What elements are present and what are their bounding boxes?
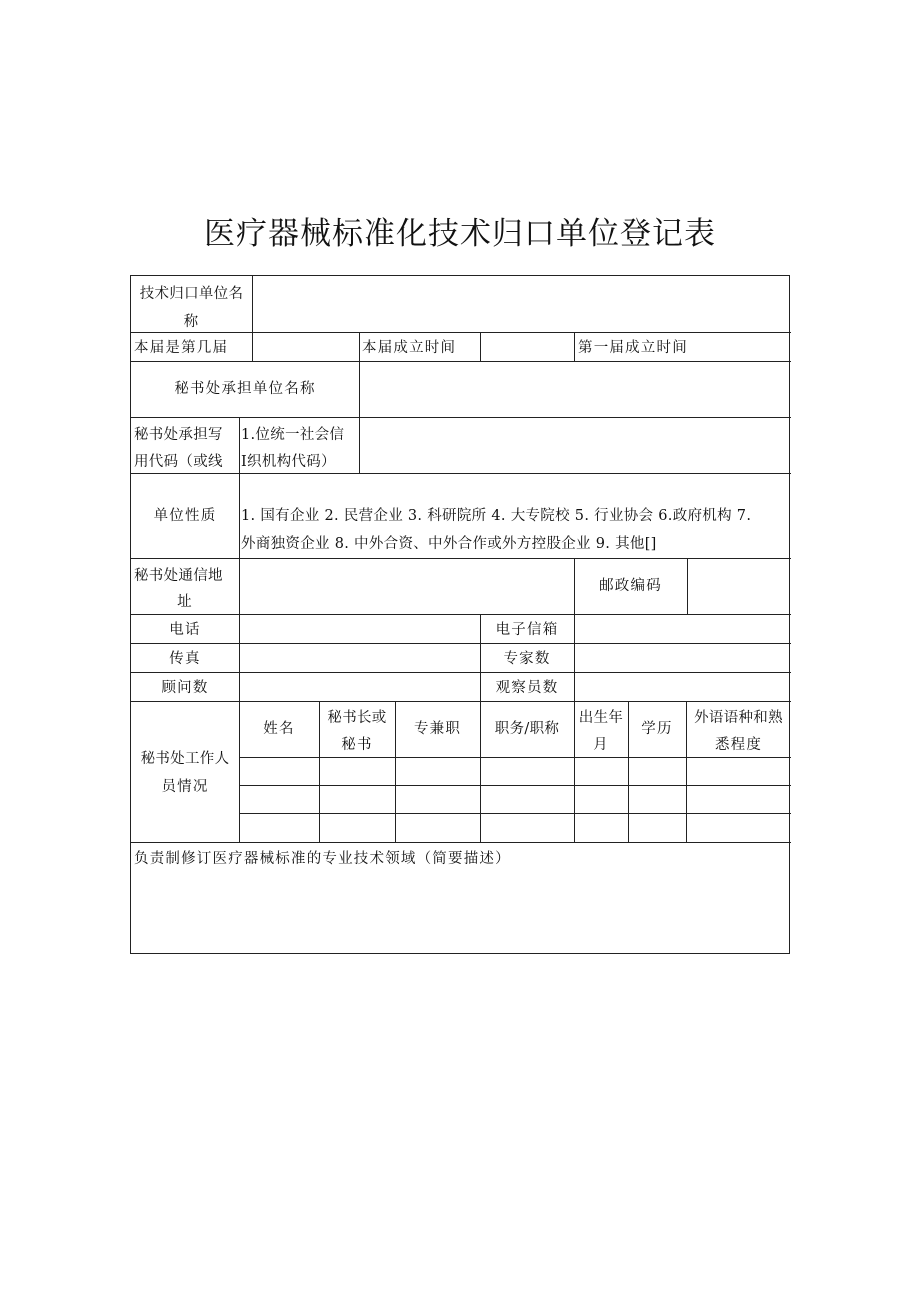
col-divider [239, 417, 240, 473]
session-number-label: 本届是第几届 [134, 340, 229, 356]
col-divider [239, 614, 240, 701]
col-divider [480, 332, 481, 361]
row-divider [239, 785, 791, 786]
unit-name-label-line1: 技术归口单位名 [139, 286, 244, 302]
row-divider [239, 813, 791, 814]
scope-label: 负责制修订医疗器械标准的专业技术领域（简要描述） [134, 851, 511, 867]
col-divider [687, 558, 688, 614]
col-divider [252, 276, 253, 332]
unit-name-label-line2: 称 [183, 314, 200, 330]
col-header-name: 姓名 [263, 721, 295, 737]
unit-nature-label: 单位性质 [153, 508, 217, 524]
row-divider [131, 842, 791, 843]
row-divider [131, 558, 791, 559]
credit-code-label-line2: 用代码（或线 [134, 454, 223, 470]
col-divider [239, 473, 240, 558]
col-header-education: 学历 [641, 721, 673, 737]
credit-code-label-line1: 秘书处承担写 [134, 427, 223, 443]
col-header-role-line1: 秘书长或 [327, 710, 387, 726]
col-header-fulltime: 专兼职 [413, 721, 462, 737]
row-divider [131, 361, 791, 362]
col-header-birth-line1: 出生年 [578, 710, 624, 726]
address-label-line2: 址 [177, 594, 193, 610]
postal-code-label: 邮政编码 [599, 578, 662, 594]
col-header-position: 职务/职称 [494, 721, 560, 737]
email-label: 电子信箱 [495, 622, 559, 638]
col-divider [574, 614, 575, 701]
unit-nature-options-line1: 1. 国有企业 2. 民营企业 3. 科研院所 4. 大专院校 5. 行业协会 6.政府机构 7. [241, 508, 752, 524]
advisor-count-label: 顾问数 [161, 680, 209, 696]
col-divider [252, 332, 253, 361]
phone-label: 电话 [169, 622, 201, 638]
col-divider [359, 361, 360, 417]
registration-form-table [130, 275, 790, 954]
col-header-role-line2: 秘书 [341, 737, 373, 753]
staff-label-line1: 秘书处工作人 [140, 751, 230, 767]
credit-code-sublabel-line1: 1.位统一社会信 [241, 427, 345, 443]
page-title: 医疗器械标准化技术归口单位登记表 [204, 216, 716, 252]
staff-label-line2: 员情况 [161, 779, 209, 795]
fax-label: 传真 [169, 651, 201, 667]
secretariat-unit-name-label: 秘书处承担单位名称 [174, 381, 316, 397]
col-divider [574, 332, 575, 361]
col-header-language-line1: 外语语种和熟 [694, 710, 783, 726]
address-label-line1: 秘书处通信地 [134, 568, 223, 584]
unit-nature-options-line2: 外商独资企业 8. 中外合资、中外合作或外方控股企业 9. 其他[] [241, 536, 657, 552]
col-divider [359, 417, 360, 473]
row-divider [131, 417, 791, 418]
col-header-language-line2: 悉程度 [714, 737, 763, 753]
credit-code-sublabel-line2: I织机构代码） [241, 454, 336, 470]
first-session-established-label: 第一届成立时间 [578, 340, 688, 356]
session-established-label: 本届成立时间 [362, 340, 457, 356]
col-divider [239, 558, 240, 614]
col-divider [359, 332, 360, 361]
col-header-birth-line2: 月 [593, 737, 609, 753]
expert-count-label: 专家数 [503, 651, 551, 667]
observer-count-label: 观察员数 [495, 680, 559, 696]
